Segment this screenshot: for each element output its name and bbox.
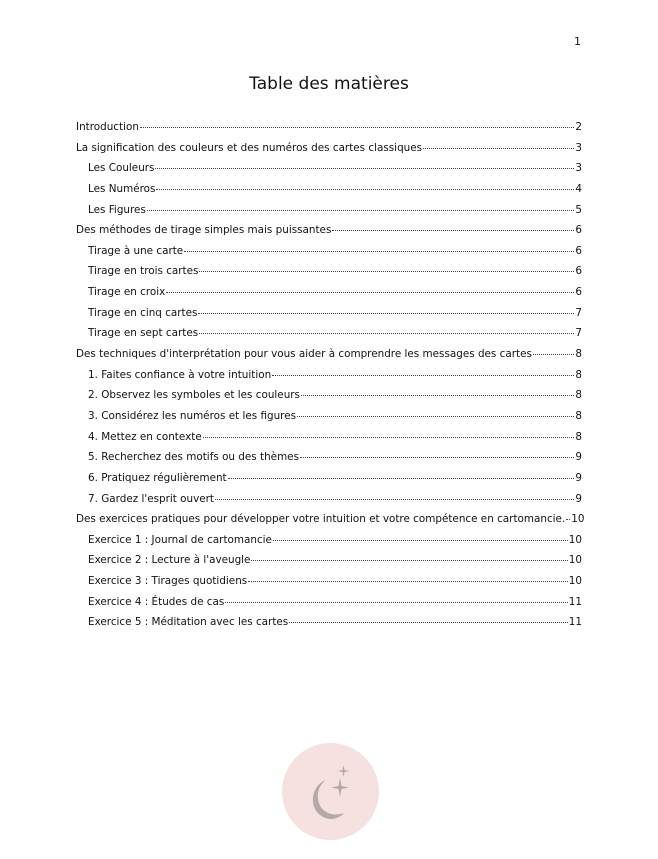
toc-entry[interactable] xyxy=(76,307,582,328)
toc-entry-label[interactable]: Les Couleurs xyxy=(88,162,155,175)
toc-entry-page[interactable]: 10 xyxy=(568,575,582,588)
toc-entry[interactable] xyxy=(76,389,582,410)
dot-leader xyxy=(289,622,568,623)
toc-entry-page[interactable]: 6 xyxy=(575,224,582,237)
toc-entry-page[interactable]: 8 xyxy=(575,368,582,381)
dot-leader xyxy=(166,292,574,293)
dot-leader xyxy=(248,581,568,582)
dot-leader xyxy=(198,313,574,314)
toc-entry-label[interactable]: Les Numéros xyxy=(88,182,156,195)
dot-leader xyxy=(300,457,574,458)
dot-leader xyxy=(155,168,574,169)
toc-entry[interactable] xyxy=(76,410,582,431)
toc-entry-label[interactable]: Exercice 4 : Études de cas xyxy=(88,595,225,608)
toc-entry-page[interactable]: 10 xyxy=(571,513,585,526)
toc-entry-label[interactable]: 7. Gardez l'esprit ouvert xyxy=(88,492,214,505)
toc-entry-label[interactable]: Introduction xyxy=(76,121,139,133)
toc-entry-page[interactable]: 8 xyxy=(575,389,582,402)
toc-entry-page[interactable]: 8 xyxy=(575,348,582,361)
dot-leader xyxy=(199,333,574,334)
toc-entry-page[interactable]: 4 xyxy=(575,182,582,195)
toc-entry-page[interactable]: 5 xyxy=(575,203,582,216)
toc-entry-page[interactable]: 11 xyxy=(568,595,582,608)
toc-entry-page[interactable]: 9 xyxy=(575,471,582,484)
toc-entry[interactable] xyxy=(76,431,582,452)
toc-entry[interactable] xyxy=(76,472,582,493)
dot-leader xyxy=(199,271,574,272)
toc-entry[interactable] xyxy=(76,142,582,163)
toc-entry-label[interactable]: Exercice 3 : Tirages quotidiens xyxy=(88,575,248,588)
toc-entry[interactable] xyxy=(76,616,582,637)
toc-entry-page[interactable]: 9 xyxy=(575,451,582,464)
toc-entry[interactable] xyxy=(76,348,582,369)
dot-leader xyxy=(225,602,567,603)
toc-entry-page[interactable]: 8 xyxy=(575,430,582,443)
dot-leader xyxy=(147,210,575,211)
dot-leader xyxy=(215,499,574,500)
toc-entry[interactable] xyxy=(76,493,582,514)
toc-entry-page[interactable]: 6 xyxy=(575,265,582,278)
page-number: 1 xyxy=(574,35,581,48)
dot-leader xyxy=(251,560,567,561)
moon-stars-icon xyxy=(282,743,379,840)
toc-entry[interactable] xyxy=(76,369,582,390)
toc-entry-page[interactable]: 7 xyxy=(575,306,582,319)
dot-leader xyxy=(423,148,574,149)
dot-leader xyxy=(332,230,574,231)
toc-entry-label[interactable]: Tirage en croix xyxy=(88,286,166,299)
toc-entry-page[interactable]: 6 xyxy=(575,244,582,257)
toc-entry[interactable] xyxy=(76,224,582,245)
toc-entry[interactable] xyxy=(76,534,582,555)
toc-entry[interactable] xyxy=(76,162,582,183)
toc-entry[interactable] xyxy=(76,204,582,225)
toc-entry-page[interactable]: 10 xyxy=(568,554,582,567)
toc-entry-page[interactable]: 7 xyxy=(575,327,582,340)
toc-entry-page[interactable]: 10 xyxy=(568,533,582,546)
toc-entry-label[interactable]: 5. Recherchez des motifs ou des thèmes xyxy=(88,451,299,464)
toc-entry-label[interactable]: 2. Observez les symboles et les couleurs xyxy=(88,389,300,402)
toc-entry[interactable] xyxy=(76,183,582,204)
toc-entry-page[interactable]: 9 xyxy=(575,492,582,505)
toc-entry[interactable] xyxy=(76,575,582,596)
logo xyxy=(282,743,379,840)
dot-leader xyxy=(184,251,574,252)
toc-entry[interactable] xyxy=(76,121,582,142)
toc-entry[interactable] xyxy=(76,265,582,286)
toc-entry-label[interactable]: Des méthodes de tirage simples mais puissantes xyxy=(76,224,332,237)
dot-leader xyxy=(297,416,574,417)
toc-entry[interactable] xyxy=(76,327,582,348)
toc-entry-label[interactable]: Tirage en trois cartes xyxy=(88,265,199,278)
toc-entry-label[interactable]: Tirage à une carte xyxy=(88,244,184,257)
dot-leader xyxy=(203,437,575,438)
dot-leader xyxy=(228,478,575,479)
dot-leader xyxy=(533,354,574,355)
dot-leader xyxy=(272,375,574,376)
toc-entry-label[interactable]: 3. Considérez les numéros et les figures xyxy=(88,409,297,422)
toc-entry-label[interactable]: Des exercices pratiques pour développer votre intuition et votre compétence en cartomancie. xyxy=(76,513,566,526)
toc-entry-label[interactable]: 6. Pratiquez régulièrement xyxy=(88,471,227,484)
table-of-contents xyxy=(76,121,585,637)
toc-entry-label[interactable]: Exercice 1 : Journal de cartomancie xyxy=(88,533,272,546)
dot-leader xyxy=(301,395,574,396)
toc-entry-label[interactable]: 1. Faites confiance à votre intuition xyxy=(88,368,272,381)
toc-entry[interactable] xyxy=(76,286,582,307)
toc-entry-label[interactable]: Exercice 2 : Lecture à l'aveugle xyxy=(88,554,251,567)
toc-entry[interactable] xyxy=(76,554,582,575)
toc-entry-label[interactable]: La signification des couleurs et des numéros des cartes classiques xyxy=(76,141,423,154)
toc-entry-page[interactable]: 8 xyxy=(575,409,582,422)
toc-entry-page[interactable]: 3 xyxy=(575,141,582,154)
toc-title: Table des matières xyxy=(249,74,409,94)
toc-entry-label[interactable]: 4. Mettez en contexte xyxy=(88,430,202,443)
toc-entry-label[interactable]: Exercice 5 : Méditation avec les cartes xyxy=(88,616,289,629)
dot-leader xyxy=(566,519,570,520)
toc-entry-label[interactable]: Tirage en sept cartes xyxy=(88,327,199,340)
toc-entry-page[interactable]: 2 xyxy=(575,121,582,133)
toc-entry[interactable] xyxy=(76,596,582,617)
dot-leader xyxy=(140,127,574,128)
toc-entry-page[interactable]: 11 xyxy=(568,616,582,629)
toc-entry[interactable] xyxy=(76,245,582,266)
toc-entry[interactable] xyxy=(76,513,585,534)
toc-entry-page[interactable]: 3 xyxy=(575,162,582,175)
dot-leader xyxy=(156,189,574,190)
toc-entry[interactable] xyxy=(76,451,582,472)
dot-leader xyxy=(273,540,568,541)
toc-entry-label[interactable]: Tirage en cinq cartes xyxy=(88,306,198,319)
toc-entry-label[interactable]: Des techniques d'interprétation pour vous aider à comprendre les messages des cartes xyxy=(76,348,532,361)
toc-entry-label[interactable]: Les Figures xyxy=(88,203,146,216)
toc-entry-page[interactable]: 6 xyxy=(575,286,582,299)
